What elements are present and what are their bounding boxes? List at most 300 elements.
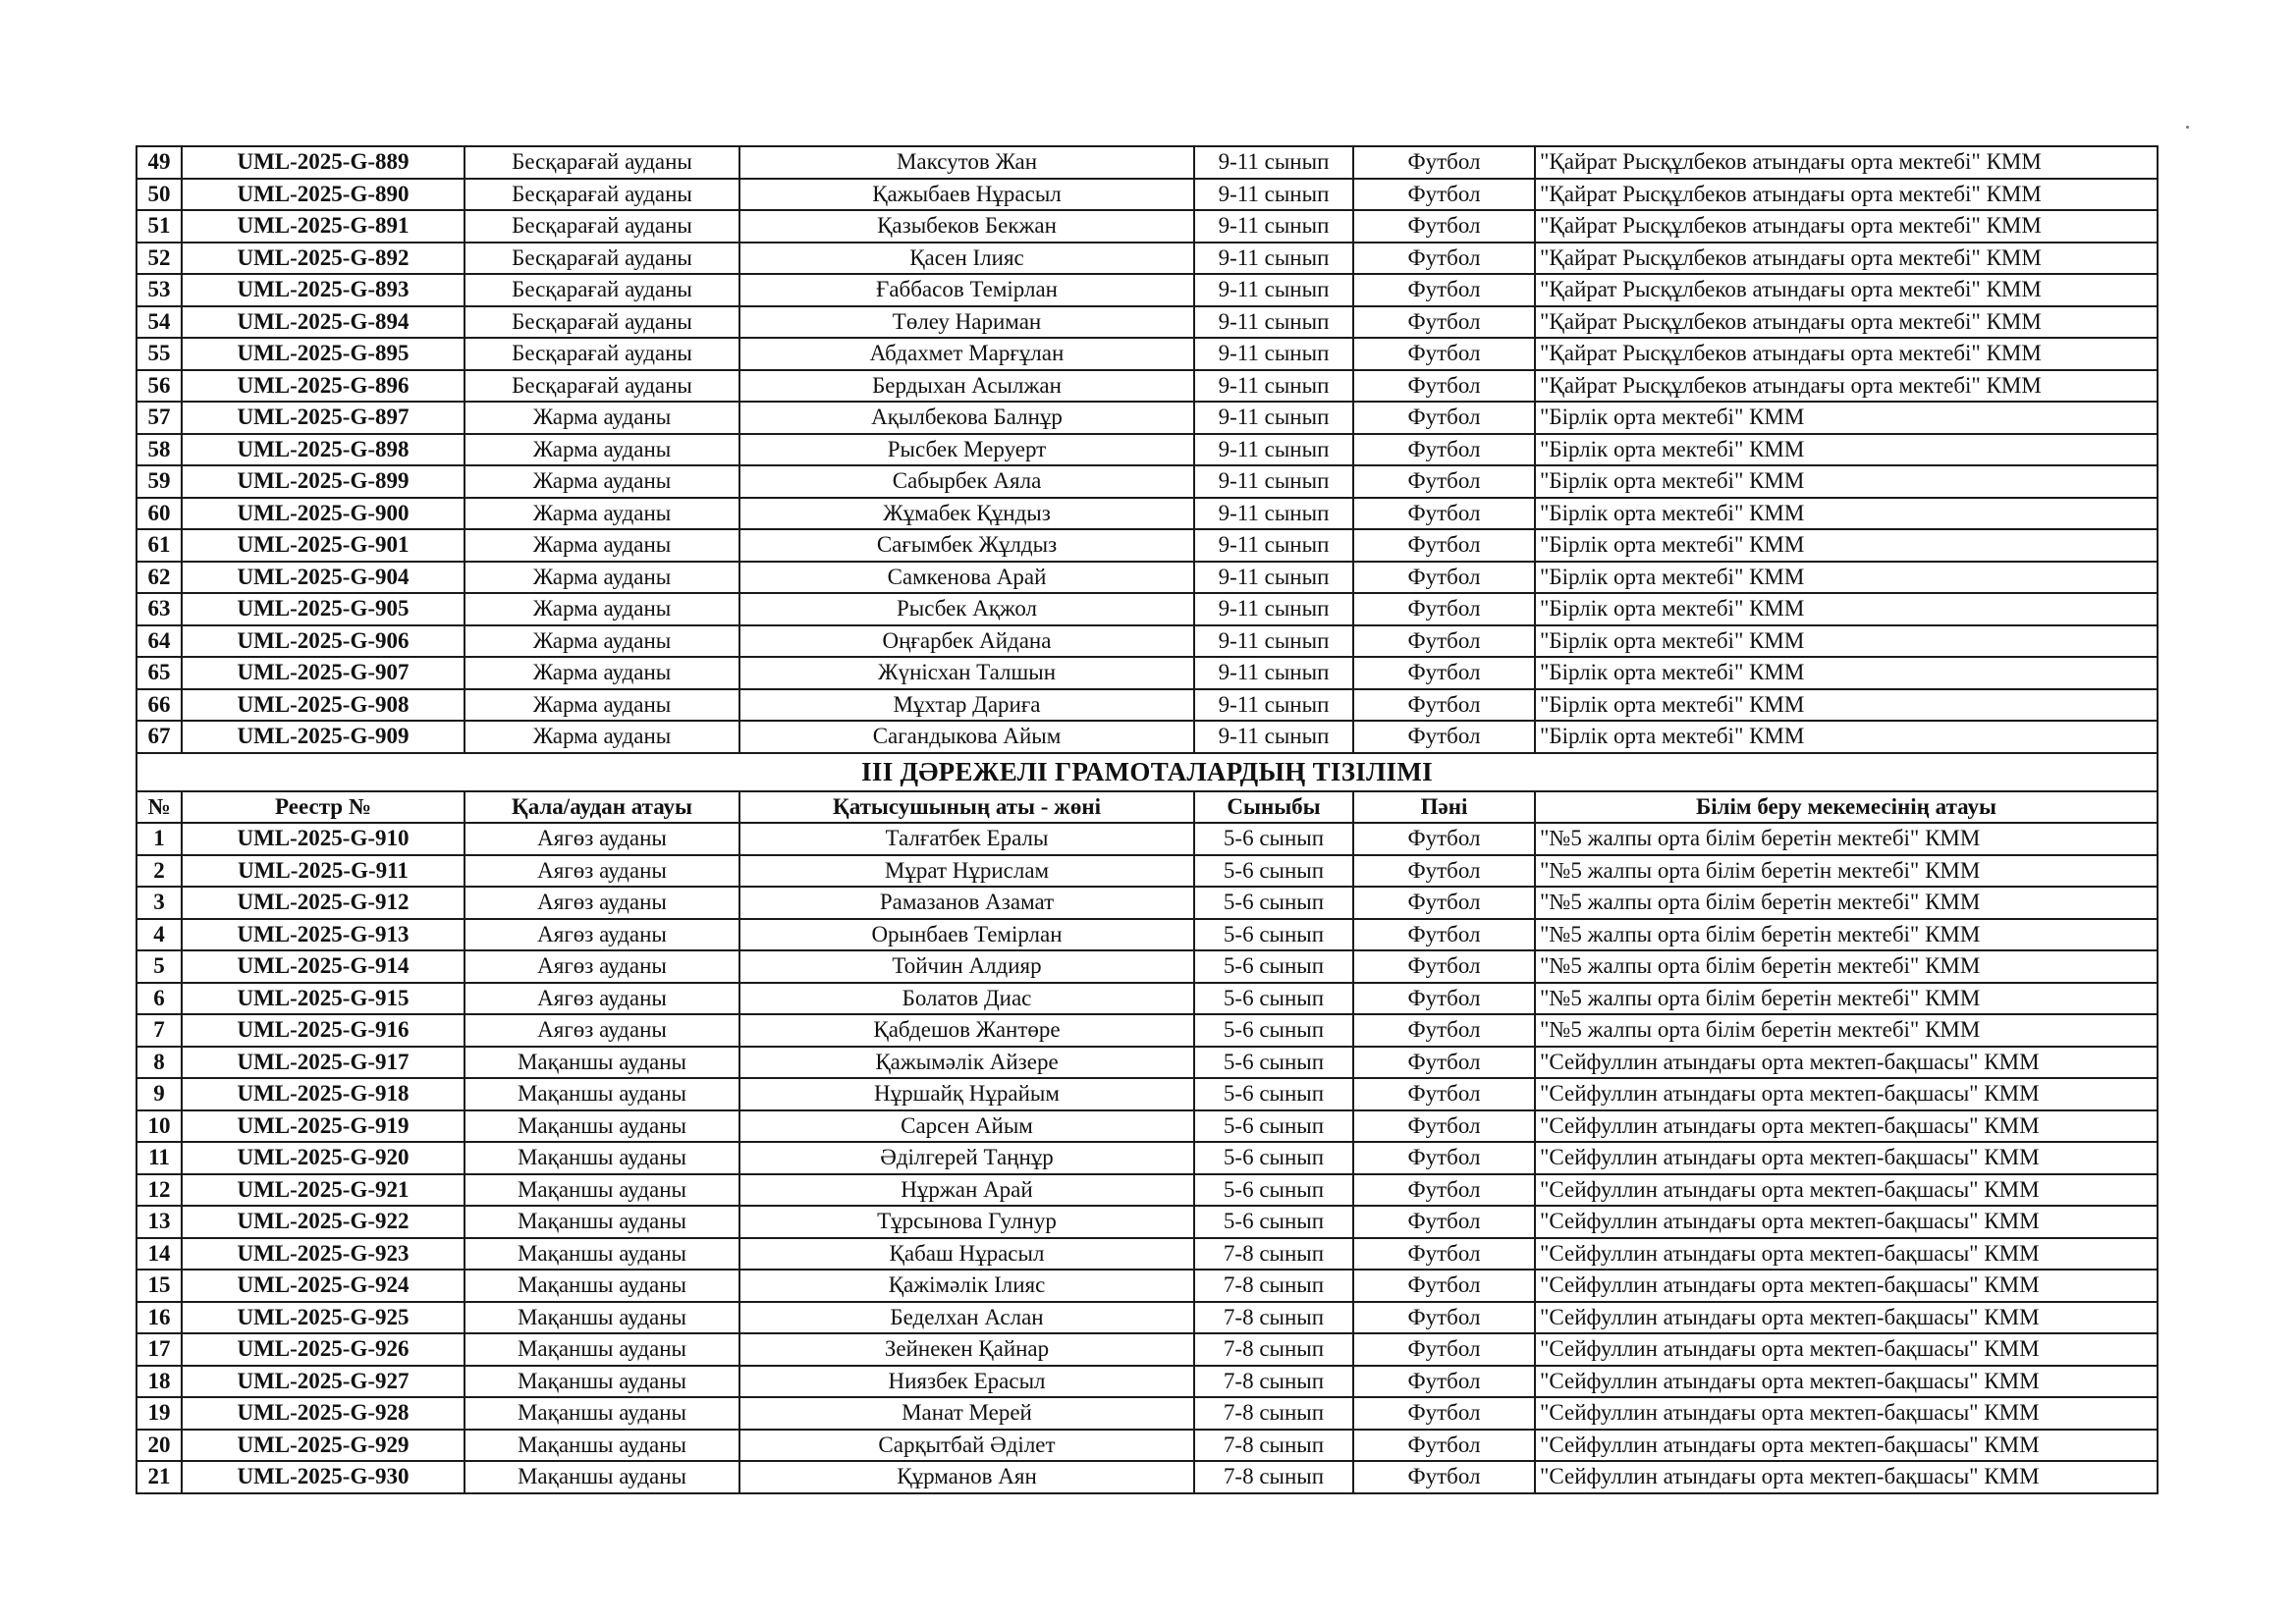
registry-number: UML-2025-G-912 <box>182 887 465 919</box>
school-name: "Қайрат Рысқұлбеков атындағы орта мектебі" КММ <box>1535 243 2158 275</box>
registry-number: UML-2025-G-901 <box>182 529 465 562</box>
row-number: 63 <box>137 593 182 625</box>
subject-name: Футбол <box>1353 402 1535 434</box>
district-name: Жарма ауданы <box>465 402 739 434</box>
participant-name: Жүнісхан Талшын <box>739 657 1194 689</box>
registry-number: UML-2025-G-907 <box>182 657 465 689</box>
row-number: 58 <box>137 434 182 466</box>
participant-name: Сабырбек Аяла <box>739 465 1194 498</box>
table-row <box>137 498 2158 530</box>
subject-name: Футбол <box>1353 855 1535 888</box>
row-number: 15 <box>137 1270 182 1302</box>
subject-name: Футбол <box>1353 370 1535 403</box>
row-number: 55 <box>137 338 182 370</box>
class-level: 9-11 сынып <box>1194 625 1353 658</box>
subject-name: Футбол <box>1353 210 1535 243</box>
registry-number: UML-2025-G-924 <box>182 1270 465 1302</box>
registry-number: UML-2025-G-898 <box>182 434 465 466</box>
registry-number: UML-2025-G-919 <box>182 1110 465 1143</box>
district-name: Бесқарағай ауданы <box>465 243 739 275</box>
participant-name: Зейнекен Қайнар <box>739 1333 1194 1366</box>
school-name: "Сейфуллин атындағы орта мектеп-бақшасы" КММ <box>1535 1397 2158 1430</box>
subject-name: Футбол <box>1353 498 1535 530</box>
table-row <box>137 402 2158 434</box>
table-row <box>137 338 2158 370</box>
school-name: "№5 жалпы орта білім беретін мектебі" КММ <box>1535 919 2158 951</box>
table-row <box>137 1047 2158 1079</box>
school-name: "Қайрат Рысқұлбеков атындағы орта мектебі" КММ <box>1535 338 2158 370</box>
district-name: Мақаншы ауданы <box>465 1430 739 1462</box>
row-number: 10 <box>137 1110 182 1143</box>
school-name: "Сейфуллин атындағы орта мектеп-бақшасы" КММ <box>1535 1238 2158 1271</box>
class-level: 5-6 сынып <box>1194 887 1353 919</box>
participant-name: Ғаббасов Темірлан <box>739 274 1194 306</box>
district-name: Мақаншы ауданы <box>465 1366 739 1398</box>
participant-name: Әділгерей Таңнұр <box>739 1142 1194 1174</box>
participant-name: Орынбаев Темірлан <box>739 919 1194 951</box>
district-name: Мақаншы ауданы <box>465 1238 739 1271</box>
participant-name: Жұмабек Құндыз <box>739 498 1194 530</box>
table-row <box>137 1461 2158 1493</box>
registry-number: UML-2025-G-893 <box>182 274 465 306</box>
school-name: "Сейфуллин атындағы орта мектеп-бақшасы" КММ <box>1535 1206 2158 1238</box>
header-class: Сыныбы <box>1194 791 1353 824</box>
registry-number: UML-2025-G-908 <box>182 689 465 722</box>
school-name: "Бірлік орта мектебі" КММ <box>1535 434 2158 466</box>
table-row <box>137 1302 2158 1334</box>
table-row <box>137 465 2158 498</box>
subject-name: Футбол <box>1353 146 1535 179</box>
class-level: 7-8 сынып <box>1194 1397 1353 1430</box>
district-name: Мақаншы ауданы <box>465 1110 739 1143</box>
table-row <box>137 721 2158 753</box>
subject-name: Футбол <box>1353 274 1535 306</box>
class-level: 9-11 сынып <box>1194 274 1353 306</box>
subject-name: Футбол <box>1353 1270 1535 1302</box>
table-row <box>137 243 2158 275</box>
row-number: 1 <box>137 823 182 855</box>
section-title-row <box>137 753 2158 791</box>
table-row <box>137 529 2158 562</box>
class-level: 7-8 сынып <box>1194 1270 1353 1302</box>
class-level: 5-6 сынып <box>1194 1206 1353 1238</box>
table-row <box>137 689 2158 722</box>
row-number: 52 <box>137 243 182 275</box>
class-level: 5-6 сынып <box>1194 1174 1353 1207</box>
row-number: 19 <box>137 1397 182 1430</box>
school-name: "Сейфуллин атындағы орта мектеп-бақшасы" КММ <box>1535 1142 2158 1174</box>
subject-name: Футбол <box>1353 1430 1535 1462</box>
column-header-row <box>137 791 2158 824</box>
table-row <box>137 146 2158 179</box>
district-name: Бесқарағай ауданы <box>465 338 739 370</box>
school-name: "Қайрат Рысқұлбеков атындағы орта мектебі" КММ <box>1535 370 2158 403</box>
registry-number: UML-2025-G-914 <box>182 950 465 983</box>
registry-number: UML-2025-G-899 <box>182 465 465 498</box>
class-level: 9-11 сынып <box>1194 338 1353 370</box>
district-name: Жарма ауданы <box>465 498 739 530</box>
subject-name: Футбол <box>1353 887 1535 919</box>
subject-name: Футбол <box>1353 243 1535 275</box>
subject-name: Футбол <box>1353 1302 1535 1334</box>
registry-number: UML-2025-G-929 <box>182 1430 465 1462</box>
subject-name: Футбол <box>1353 465 1535 498</box>
district-name: Аягөз ауданы <box>465 983 739 1015</box>
registry-number: UML-2025-G-900 <box>182 498 465 530</box>
school-name: "Бірлік орта мектебі" КММ <box>1535 689 2158 722</box>
table-row <box>137 887 2158 919</box>
subject-name: Футбол <box>1353 593 1535 625</box>
registry-number: UML-2025-G-895 <box>182 338 465 370</box>
registry-table <box>136 145 2159 1494</box>
registry-number: UML-2025-G-911 <box>182 855 465 888</box>
subject-name: Футбол <box>1353 1078 1535 1110</box>
school-name: "Бірлік орта мектебі" КММ <box>1535 562 2158 594</box>
school-name: "Бірлік орта мектебі" КММ <box>1535 593 2158 625</box>
school-name: "Сейфуллин атындағы орта мектеп-бақшасы" КММ <box>1535 1461 2158 1493</box>
participant-name: Қабаш Нұрасыл <box>739 1238 1194 1271</box>
class-level: 7-8 сынып <box>1194 1461 1353 1493</box>
participant-name: Қажыбаев Нұрасыл <box>739 179 1194 211</box>
school-name: "№5 жалпы орта білім беретін мектебі" КММ <box>1535 950 2158 983</box>
class-level: 9-11 сынып <box>1194 689 1353 722</box>
subject-name: Футбол <box>1353 919 1535 951</box>
row-number: 51 <box>137 210 182 243</box>
district-name: Мақаншы ауданы <box>465 1047 739 1079</box>
class-level: 5-6 сынып <box>1194 1142 1353 1174</box>
class-level: 9-11 сынып <box>1194 434 1353 466</box>
participant-name: Самкенова Арай <box>739 562 1194 594</box>
table-row <box>137 1270 2158 1302</box>
row-number: 21 <box>137 1461 182 1493</box>
registry-number: UML-2025-G-916 <box>182 1014 465 1047</box>
table-row <box>137 1206 2158 1238</box>
class-level: 5-6 сынып <box>1194 919 1353 951</box>
class-level: 9-11 сынып <box>1194 243 1353 275</box>
row-number: 7 <box>137 1014 182 1047</box>
header-subject: Пәні <box>1353 791 1535 824</box>
class-level: 7-8 сынып <box>1194 1430 1353 1462</box>
class-level: 9-11 сынып <box>1194 179 1353 211</box>
district-name: Жарма ауданы <box>465 529 739 562</box>
district-name: Жарма ауданы <box>465 721 739 753</box>
school-name: "Сейфуллин атындағы орта мектеп-бақшасы" КММ <box>1535 1078 2158 1110</box>
subject-name: Футбол <box>1353 721 1535 753</box>
row-number: 14 <box>137 1238 182 1271</box>
table-row <box>137 950 2158 983</box>
row-number: 13 <box>137 1206 182 1238</box>
registry-number: UML-2025-G-894 <box>182 306 465 339</box>
school-name: "Қайрат Рысқұлбеков атындағы орта мектебі" КММ <box>1535 306 2158 339</box>
class-level: 9-11 сынып <box>1194 529 1353 562</box>
row-number: 49 <box>137 146 182 179</box>
district-name: Бесқарағай ауданы <box>465 179 739 211</box>
registry-number: UML-2025-G-930 <box>182 1461 465 1493</box>
table-row <box>137 1142 2158 1174</box>
registry-number: UML-2025-G-926 <box>182 1333 465 1366</box>
table-row <box>137 1333 2158 1366</box>
row-number: 66 <box>137 689 182 722</box>
school-name: "Сейфуллин атындағы орта мектеп-бақшасы" КММ <box>1535 1366 2158 1398</box>
subject-name: Футбол <box>1353 950 1535 983</box>
participant-name: Қажімәлік Ілияс <box>739 1270 1194 1302</box>
participant-name: Манат Мерей <box>739 1397 1194 1430</box>
header-registry: Реестр № <box>182 791 465 824</box>
registry-number: UML-2025-G-905 <box>182 593 465 625</box>
row-number: 9 <box>137 1078 182 1110</box>
school-name: "№5 жалпы орта білім беретін мектебі" КММ <box>1535 823 2158 855</box>
registry-number: UML-2025-G-918 <box>182 1078 465 1110</box>
registry-number: UML-2025-G-920 <box>182 1142 465 1174</box>
subject-name: Футбол <box>1353 562 1535 594</box>
school-name: "Бірлік орта мектебі" КММ <box>1535 529 2158 562</box>
subject-name: Футбол <box>1353 1206 1535 1238</box>
participant-name: Қажымәлік Айзере <box>739 1047 1194 1079</box>
school-name: "№5 жалпы орта білім беретін мектебі" КММ <box>1535 1014 2158 1047</box>
class-level: 9-11 сынып <box>1194 721 1353 753</box>
school-name: "Бірлік орта мектебі" КММ <box>1535 657 2158 689</box>
participant-name: Қасен Ілияс <box>739 243 1194 275</box>
table-row <box>137 1430 2158 1462</box>
table-section-header <box>137 753 2158 824</box>
table-row <box>137 657 2158 689</box>
district-name: Жарма ауданы <box>465 625 739 658</box>
registry-number: UML-2025-G-892 <box>182 243 465 275</box>
registry-number: UML-2025-G-891 <box>182 210 465 243</box>
row-number: 64 <box>137 625 182 658</box>
row-number: 6 <box>137 983 182 1015</box>
row-number: 17 <box>137 1333 182 1366</box>
table-row <box>137 1366 2158 1398</box>
registry-number: UML-2025-G-897 <box>182 402 465 434</box>
district-name: Мақаншы ауданы <box>465 1142 739 1174</box>
school-name: "Сейфуллин атындағы орта мектеп-бақшасы" КММ <box>1535 1302 2158 1334</box>
class-level: 9-11 сынып <box>1194 210 1353 243</box>
table-row <box>137 179 2158 211</box>
section-title: ІІІ ДӘРЕЖЕЛІ ГРАМОТАЛАРДЫҢ ТІЗІЛІМІ <box>137 753 2158 791</box>
row-number: 18 <box>137 1366 182 1398</box>
registry-number: UML-2025-G-922 <box>182 1206 465 1238</box>
participant-name: Нұржан Арай <box>739 1174 1194 1207</box>
subject-name: Футбол <box>1353 1366 1535 1398</box>
school-name: "Сейфуллин атындағы орта мектеп-бақшасы" КММ <box>1535 1430 2158 1462</box>
class-level: 5-6 сынып <box>1194 823 1353 855</box>
registry-number: UML-2025-G-915 <box>182 983 465 1015</box>
school-name: "Сейфуллин атындағы орта мектеп-бақшасы" КММ <box>1535 1270 2158 1302</box>
table-row <box>137 983 2158 1015</box>
subject-name: Футбол <box>1353 1397 1535 1430</box>
row-number: 54 <box>137 306 182 339</box>
class-level: 9-11 сынып <box>1194 562 1353 594</box>
subject-name: Футбол <box>1353 657 1535 689</box>
district-name: Бесқарағай ауданы <box>465 370 739 403</box>
school-name: "№5 жалпы орта білім беретін мектебі" КММ <box>1535 887 2158 919</box>
participant-name: Абдахмет Марғұлан <box>739 338 1194 370</box>
table-row <box>137 1078 2158 1110</box>
subject-name: Футбол <box>1353 338 1535 370</box>
district-name: Аягөз ауданы <box>465 855 739 888</box>
row-number: 60 <box>137 498 182 530</box>
class-level: 9-11 сынып <box>1194 370 1353 403</box>
table-row <box>137 823 2158 855</box>
district-name: Жарма ауданы <box>465 562 739 594</box>
district-name: Жарма ауданы <box>465 465 739 498</box>
row-number: 20 <box>137 1430 182 1462</box>
participant-name: Максутов Жан <box>739 146 1194 179</box>
row-number: 12 <box>137 1174 182 1207</box>
district-name: Аягөз ауданы <box>465 919 739 951</box>
participant-name: Рысбек Ақжол <box>739 593 1194 625</box>
table-body-top <box>137 146 2158 753</box>
subject-name: Футбол <box>1353 179 1535 211</box>
school-name: "Бірлік орта мектебі" КММ <box>1535 498 2158 530</box>
school-name: "Бірлік орта мектебі" КММ <box>1535 721 2158 753</box>
participant-name: Беделхан Аслан <box>739 1302 1194 1334</box>
school-name: "Қайрат Рысқұлбеков атындағы орта мектебі" КММ <box>1535 179 2158 211</box>
registry-number: UML-2025-G-890 <box>182 179 465 211</box>
participant-name: Мұхтар Дариға <box>739 689 1194 722</box>
district-name: Мақаншы ауданы <box>465 1461 739 1493</box>
row-number: 50 <box>137 179 182 211</box>
district-name: Мақаншы ауданы <box>465 1333 739 1366</box>
class-level: 5-6 сынып <box>1194 1110 1353 1143</box>
participant-name: Нұршайқ Нұрайым <box>739 1078 1194 1110</box>
header-school: Білім беру мекемесінің атауы <box>1535 791 2158 824</box>
participant-name: Тойчин Алдияр <box>739 950 1194 983</box>
table-row <box>137 562 2158 594</box>
table-row <box>137 855 2158 888</box>
row-number: 56 <box>137 370 182 403</box>
row-number: 53 <box>137 274 182 306</box>
table-row <box>137 625 2158 658</box>
participant-name: Қабдешов Жантөре <box>739 1014 1194 1047</box>
district-name: Жарма ауданы <box>465 434 739 466</box>
school-name: "Бірлік орта мектебі" КММ <box>1535 465 2158 498</box>
header-participant-name: Қатысушының аты - жөні <box>739 791 1194 824</box>
participant-name: Рамазанов Азамат <box>739 887 1194 919</box>
table-row <box>137 593 2158 625</box>
school-name: "Қайрат Рысқұлбеков атындағы орта мектебі" КММ <box>1535 274 2158 306</box>
subject-name: Футбол <box>1353 1461 1535 1493</box>
district-name: Мақаншы ауданы <box>465 1206 739 1238</box>
class-level: 5-6 сынып <box>1194 1014 1353 1047</box>
table-row <box>137 274 2158 306</box>
class-level: 9-11 сынып <box>1194 465 1353 498</box>
participant-name: Құрманов Аян <box>739 1461 1194 1493</box>
class-level: 5-6 сынып <box>1194 1047 1353 1079</box>
subject-name: Футбол <box>1353 1142 1535 1174</box>
district-name: Бесқарағай ауданы <box>465 274 739 306</box>
district-name: Мақаншы ауданы <box>465 1397 739 1430</box>
table-row <box>137 1238 2158 1271</box>
row-number: 62 <box>137 562 182 594</box>
district-name: Аягөз ауданы <box>465 823 739 855</box>
participant-name: Бердыхан Асылжан <box>739 370 1194 403</box>
subject-name: Футбол <box>1353 529 1535 562</box>
class-level: 9-11 сынып <box>1194 146 1353 179</box>
school-name: "№5 жалпы орта білім беретін мектебі" КММ <box>1535 855 2158 888</box>
subject-name: Футбол <box>1353 1110 1535 1143</box>
registry-number: UML-2025-G-928 <box>182 1397 465 1430</box>
subject-name: Футбол <box>1353 1047 1535 1079</box>
class-level: 9-11 сынып <box>1194 402 1353 434</box>
participant-name: Мұрат Нұрислам <box>739 855 1194 888</box>
table-row <box>137 306 2158 339</box>
participant-name: Сарсен Айым <box>739 1110 1194 1143</box>
district-name: Аягөз ауданы <box>465 950 739 983</box>
participant-name: Ақылбекова Балнұр <box>739 402 1194 434</box>
table-row <box>137 919 2158 951</box>
header-district: Қала/аудан атауы <box>465 791 739 824</box>
subject-name: Футбол <box>1353 983 1535 1015</box>
table-row <box>137 1174 2158 1207</box>
row-number: 2 <box>137 855 182 888</box>
subject-name: Футбол <box>1353 689 1535 722</box>
district-name: Жарма ауданы <box>465 689 739 722</box>
school-name: "Сейфуллин атындағы орта мектеп-бақшасы" КММ <box>1535 1333 2158 1366</box>
participant-name: Рысбек Меруерт <box>739 434 1194 466</box>
registry-number: UML-2025-G-913 <box>182 919 465 951</box>
class-level: 9-11 сынып <box>1194 593 1353 625</box>
subject-name: Футбол <box>1353 1014 1535 1047</box>
registry-number: UML-2025-G-910 <box>182 823 465 855</box>
participant-name: Сағымбек Жұлдыз <box>739 529 1194 562</box>
registry-number: UML-2025-G-889 <box>182 146 465 179</box>
district-name: Бесқарағай ауданы <box>465 146 739 179</box>
registry-number: UML-2025-G-921 <box>182 1174 465 1207</box>
participant-name: Тұрсынова Гулнур <box>739 1206 1194 1238</box>
school-name: "Қайрат Рысқұлбеков атындағы орта мектебі" КММ <box>1535 146 2158 179</box>
class-level: 7-8 сынып <box>1194 1302 1353 1334</box>
table-row <box>137 370 2158 403</box>
registry-number: UML-2025-G-925 <box>182 1302 465 1334</box>
row-number: 59 <box>137 465 182 498</box>
registry-number: UML-2025-G-904 <box>182 562 465 594</box>
row-number: 3 <box>137 887 182 919</box>
district-name: Мақаншы ауданы <box>465 1078 739 1110</box>
class-level: 9-11 сынып <box>1194 657 1353 689</box>
scan-speck <box>2186 126 2189 129</box>
subject-name: Футбол <box>1353 823 1535 855</box>
school-name: "Сейфуллин атындағы орта мектеп-бақшасы" КММ <box>1535 1047 2158 1079</box>
row-number: 57 <box>137 402 182 434</box>
district-name: Мақаншы ауданы <box>465 1270 739 1302</box>
participant-name: Қазыбеков Бекжан <box>739 210 1194 243</box>
participant-name: Ниязбек Ерасыл <box>739 1366 1194 1398</box>
subject-name: Футбол <box>1353 625 1535 658</box>
participant-name: Болатов Диас <box>739 983 1194 1015</box>
class-level: 5-6 сынып <box>1194 855 1353 888</box>
participant-name: Сарқытбай Әділет <box>739 1430 1194 1462</box>
school-name: "Қайрат Рысқұлбеков атындағы орта мектебі" КММ <box>1535 210 2158 243</box>
class-level: 9-11 сынып <box>1194 306 1353 339</box>
table-row <box>137 1397 2158 1430</box>
row-number: 4 <box>137 919 182 951</box>
subject-name: Футбол <box>1353 1238 1535 1271</box>
district-name: Жарма ауданы <box>465 593 739 625</box>
participant-name: Оңғарбек Айдана <box>739 625 1194 658</box>
district-name: Мақаншы ауданы <box>465 1174 739 1207</box>
participant-name: Сагандыкова Айым <box>739 721 1194 753</box>
class-level: 9-11 сынып <box>1194 498 1353 530</box>
class-level: 7-8 сынып <box>1194 1366 1353 1398</box>
registry-number: UML-2025-G-923 <box>182 1238 465 1271</box>
class-level: 5-6 сынып <box>1194 983 1353 1015</box>
participant-name: Төлеу Нариман <box>739 306 1194 339</box>
district-name: Бесқарағай ауданы <box>465 306 739 339</box>
table-row <box>137 1014 2158 1047</box>
registry-number: UML-2025-G-909 <box>182 721 465 753</box>
